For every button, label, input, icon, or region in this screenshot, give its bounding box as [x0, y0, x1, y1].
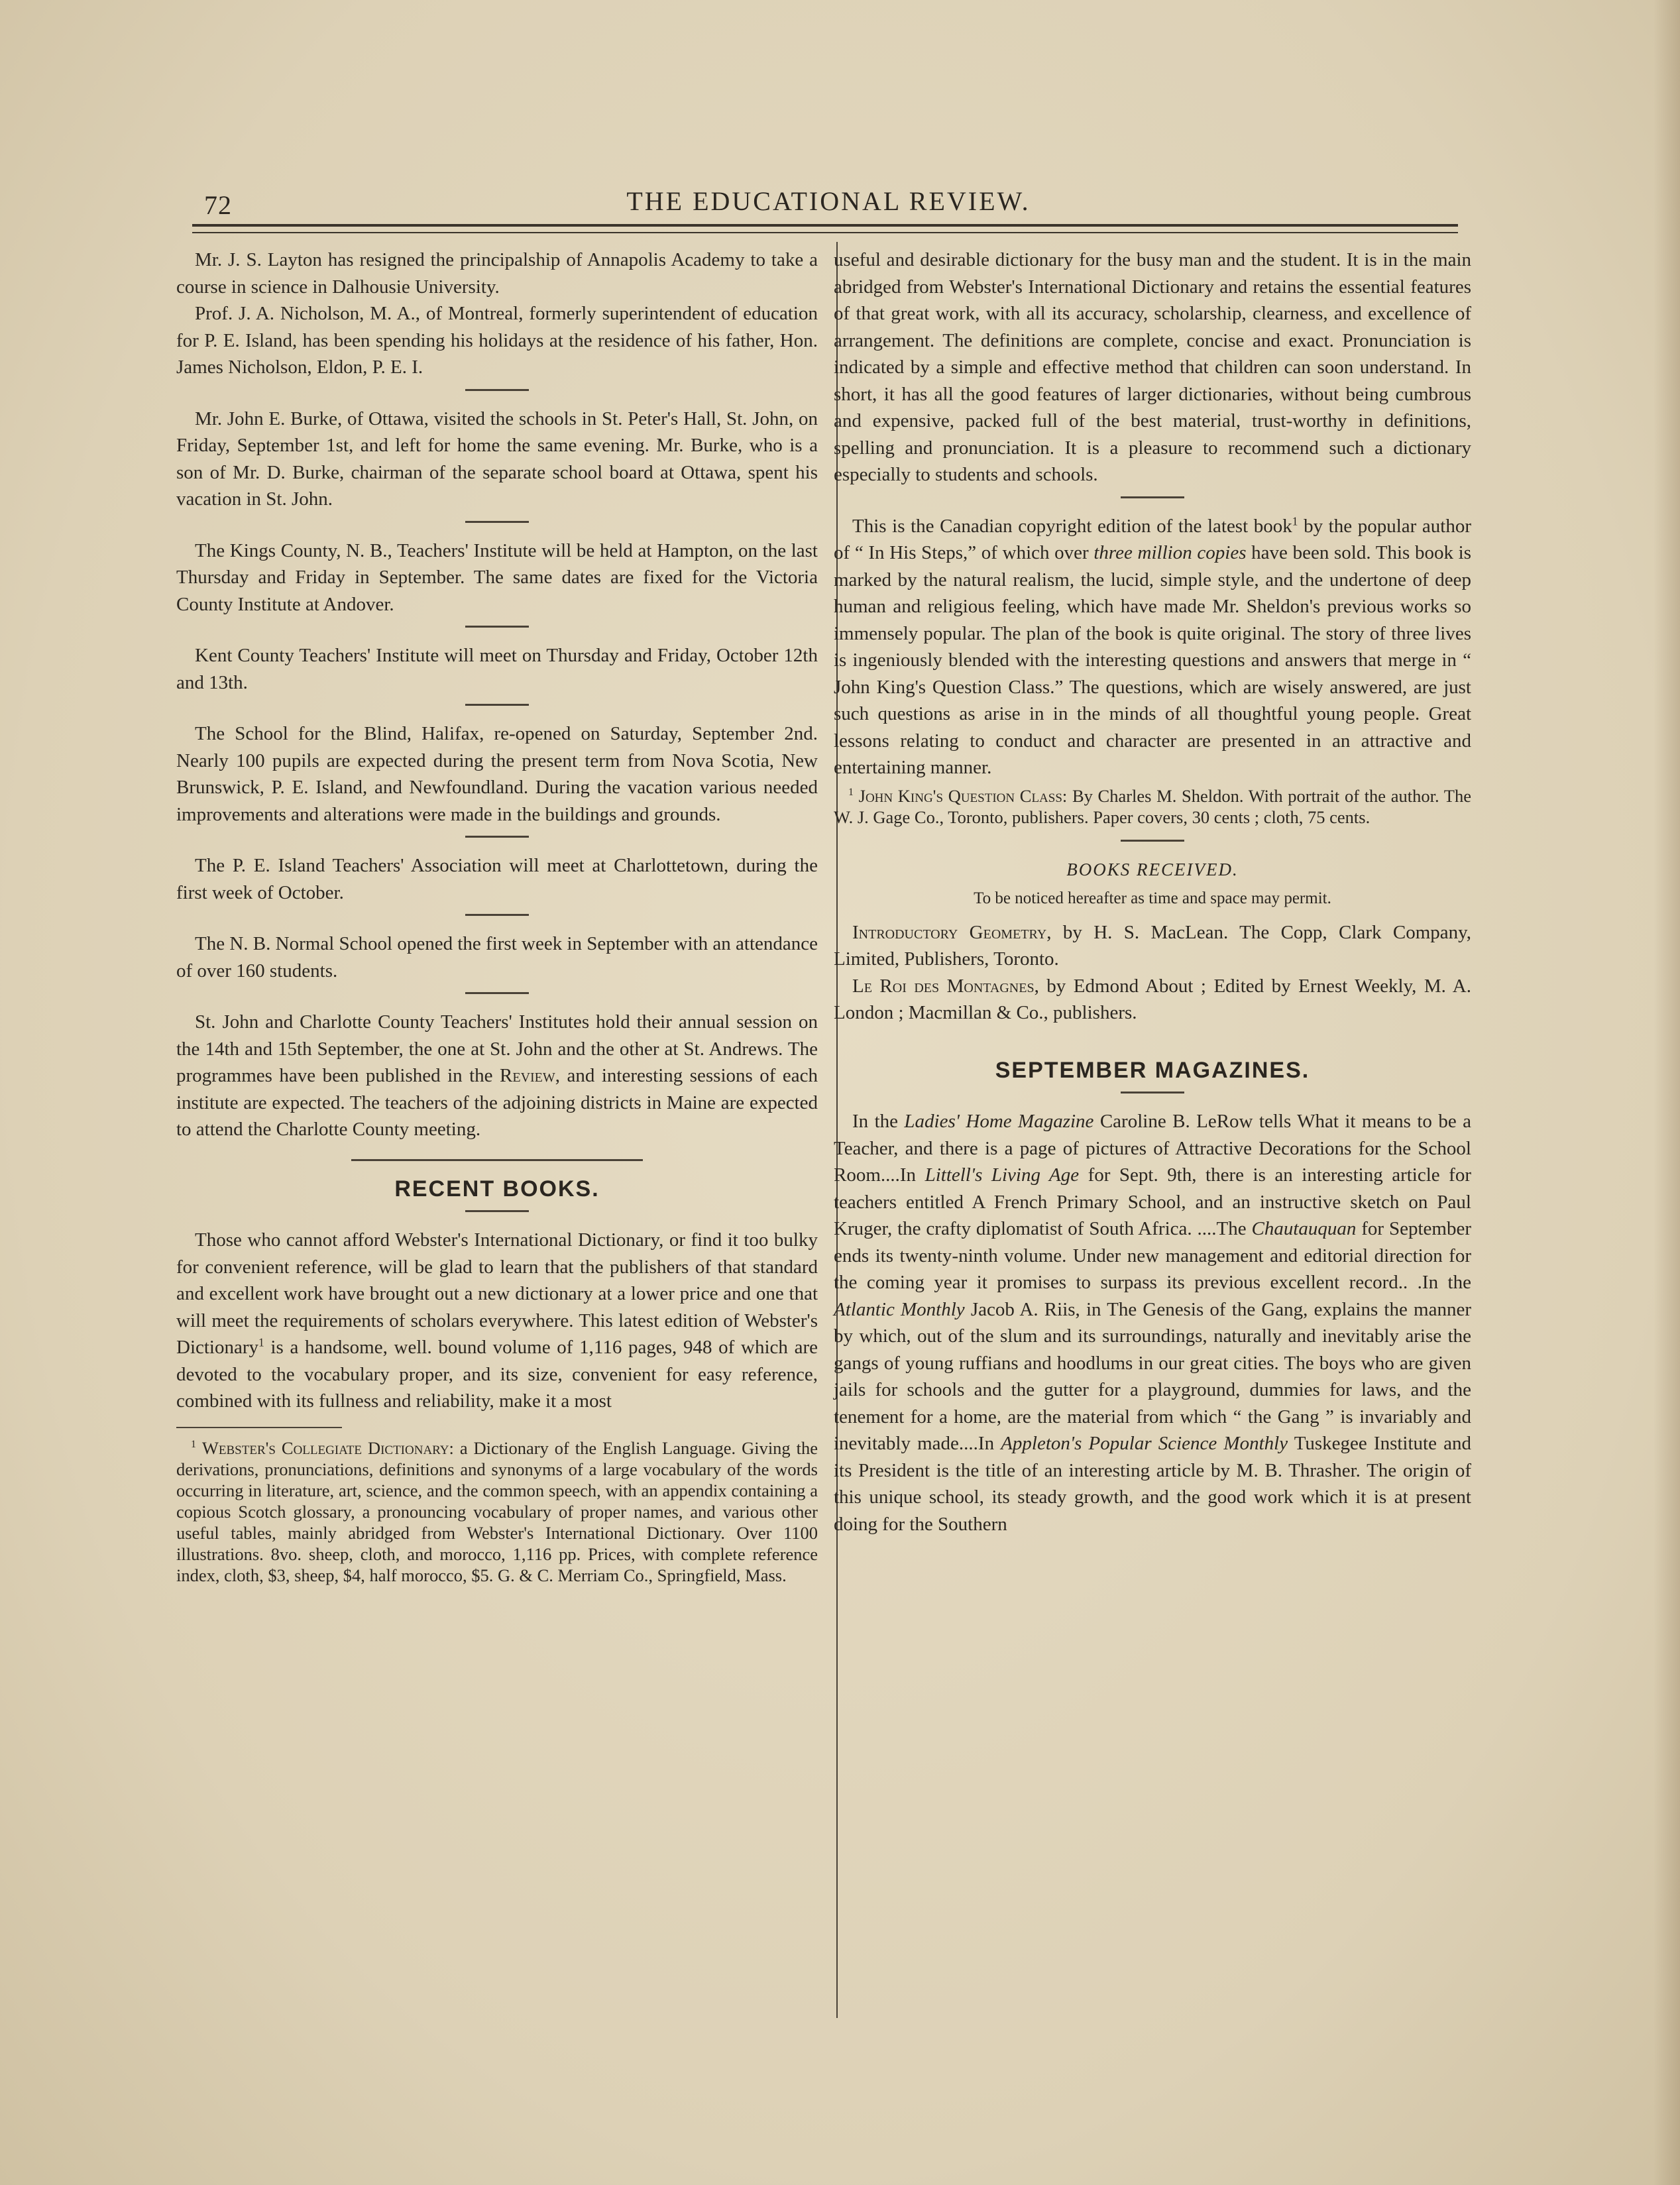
- news-item: The P. E. Island Teachers' Association will meet at Charlottetown, during the first week of October.: [176, 855, 818, 903]
- news-item: Mr. J. S. Layton has resigned the principalship of Annapolis Academy to take a course in science in Dalhousie University.: [176, 249, 818, 298]
- footnote-mark: 1: [848, 786, 854, 798]
- book-entry: Introductory Geometry, by H. S. MacLean. The Copp, Clark Company, Limited, Publishers, Toronto.: [834, 921, 1471, 970]
- sheldon-review: This is the Canadian copyright edition of the latest book$^1$ by the popular author of “ In His Steps,” of which over three million copies have been sold. This book is marked by the natural realism, the lucid, simple style, and the undertone of deep human and religious feeling, which have made Mr. Sheldon's previous works so immensely popular. The plan of the book is quite original. The story of three lives is ingeniously blended with the interesting questions and answers that merge in “ John King's Question Class.” The questions, which are wisely answered, are just such questions as arise in in the minds of all thoughtful young people. Great lessons relating to conduct and character are presented in an attractive and entertaining manner.: [834, 514, 1471, 778]
- news-item: Kent County Teachers' Institute will meet on Thursday and Friday, October 12th and 13th.: [176, 645, 818, 693]
- review-name: Review: [500, 1065, 555, 1086]
- news-item: The School for the Blind, Halifax, re-opened on Saturday, September 2nd. Nearly 100 pupils are expected during the present term from Nova Scotia, New Brunswick, P. E. Island, and Newfoundland. During the vacation various needed improvements and alterations were made in the buildings and grounds.: [176, 723, 818, 825]
- separator: [465, 836, 529, 838]
- separator: [1121, 496, 1184, 498]
- webster-review-continued: useful and desirable dictionary for the busy man and the student. It is in the main abridged from Webster's International Dictionary and retains the essential features of that great work, with all its accuracy, scholarship, clearness, and excellence of arrangement. The definitions are complete, concise and exact. Pronunciation is indicated by a simple and effective method that children can soon understand. In short, it has all the good features of larger dictionaries, without being cumbrous and expensive, packed full of the best material, trust-worthy in definitions, spelling and pronunciation. It is a pleasure to recommend such a dictionary especially to students and schools.: [834, 249, 1471, 485]
- page-header: [199, 178, 1458, 220]
- paper-edge-shadow: [1653, 0, 1680, 2185]
- footnote-webster: $^1$ Webster's Collegiate Dictionary: a Dictionary of the English Language. Giving the derivations, pronunciations, definitions and synonyms of a large vocabulary of the words occurring in literature, art, science, and the common speech, with an appendix containing a copious Scotch glossary, a pronouncing vocabulary of proper names, and various other useful tables, mainly abridged from Webster's International Dictionary. Over 1100 illustrations. 8vo. sheep, cloth, and morocco, 1,116 pp. Prices, with complete reference index, cloth, $3, sheep, $4, half morocco, $5. G. & C. Merriam Co., Springfield, Mass.: [176, 1437, 818, 1585]
- separator: [1121, 1092, 1184, 1093]
- running-title: THE EDUCATIONAL REVIEW.: [626, 186, 1031, 216]
- footnote-mark: 1: [258, 1335, 264, 1349]
- news-item: Mr. John E. Burke, of Ottawa, visited the schools in St. Peter's Hall, St. John, on Friday, September 1st, and left for home the same evening. Mr. Burke, who is a son of Mr. D. Burke, chairman of the separate school board at Ottawa, spent his vacation in St. John.: [176, 408, 818, 510]
- separator: [465, 626, 529, 628]
- news-item-institutes: St. John and Charlotte County Teachers' Institutes hold their annual session on the 14th and 15th September, the one at St. John and the other at St. Andrews. The programmes have been published in the Review, and interesting sessions of each institute are expected. The teachers of the adjoining districts in Maine are expected to attend the Charlotte County meeting.: [176, 1011, 818, 1140]
- news-item: The N. B. Normal School opened the first week in September with an attendance of over 160 students.: [176, 933, 818, 981]
- spacer: [834, 1027, 1471, 1053]
- header-rule-thick: [192, 224, 1458, 227]
- footnote-mark: 1: [1292, 514, 1298, 528]
- footnote-title: Webster's Collegiate Dictionary: [201, 1437, 449, 1458]
- recent-books-text: Those who cannot afford Webster's International Dictionary, or find it too bulky for convenient reference, will be glad to learn that the publishers of that standard and excellent work have brought out a new dictionary at a lower price and one that will meet the requirements of scholars everywhere. This latest edition of Webster's Dictionary$^1$ is a handsome, well. bound volume of 1,116 pages, 948 of which are devoted to the vocabulary proper, and its size, convenient for easy reference, combined with its fullness and reliability, make it a most: [176, 1229, 818, 1412]
- separator: [465, 704, 529, 706]
- left-column: [176, 247, 818, 1586]
- september-magazines-heading: SEPTEMBER MAGAZINES.: [995, 1057, 1310, 1083]
- footnote-rule: [176, 1427, 342, 1428]
- news-item: The Kings County, N. B., Teachers' Institute will be held at Hampton, on the last Thursday and Friday in September. The same dates are fixed for the Victoria County Institute at Andover.: [176, 539, 818, 615]
- news-item: Prof. J. A. Nicholson, M. A., of Montreal, formerly superintendent of education for P. E. Island, has been spending his holidays at the residence of his father, Hon. James Nicholson, Eldon, P. E. I.: [176, 303, 818, 378]
- page-number: 72: [204, 190, 232, 220]
- separator: [465, 389, 529, 391]
- book-entry: Le Roi des Montagnes, by Edmond About ; Edited by Ernest Weekly, M. A. London ; Macmillan & Co., publishers.: [834, 975, 1471, 1023]
- recent-books-heading: RECENT BOOKS.: [394, 1176, 600, 1202]
- header-rule-thin: [192, 232, 1458, 233]
- separator: [465, 992, 529, 994]
- books-received-heading: BOOKS RECEIVED.: [1066, 859, 1239, 879]
- book-title: Le Roi des Montagnes: [852, 975, 1035, 997]
- magazines-text: In the Ladies' Home Magazine Caroline B. LeRow tells What it means to be a Teacher, and there is a page of pictures of Attractive Decorations for the School Room....In Littell's Living Age for Sept. 9th, there is an interesting article for teachers entitled A French Primary School, and an instructive sketch on Paul Kruger, the crafty diplomatist of South Africa. ....The Chautauquan for September ends its twenty-ninth volume. Under new management and editorial direction for the coming year it promises to surpass its previous excellent record.. .In the Atlantic Monthly Jacob A. Riis, in The Genesis of the Gang, explains the manner by which, out of the slum and its surroundings, naturally and inevitably arise the gangs of young ruffians and hoodlums in our great cities. The boys who are given jails for schools and the gutter for a playground, dummies for laws, and the tenement for a home, are the material from which “ the Gang ” is invariably and inevitably made....In Appleton's Popular Science Monthly Tuskegee Institute and its President is the title of an interesting article by M. B. Thrasher. The origin of this unique school, its steady growth, and the good work which it is at present doing for the Southern: [834, 1111, 1471, 1535]
- separator: [465, 1210, 529, 1212]
- separator: [465, 914, 529, 916]
- books-received-note: To be noticed hereafter as time and space may permit.: [974, 889, 1331, 907]
- footnote-mark: 1: [191, 1438, 196, 1450]
- right-column: [834, 247, 1471, 1538]
- footnote-sheldon: $^1$ John King's Question Class: By Charles M. Sheldon. With portrait of the author. The W. J. Gage Co., Toronto, publishers. Paper covers, 30 cents ; cloth, 75 cents.: [834, 785, 1471, 827]
- section-rule: [351, 1159, 643, 1161]
- footnote-title: John King's Question Class: [858, 785, 1062, 806]
- separator: [465, 521, 529, 523]
- book-title: Introductory Geometry: [852, 921, 1047, 943]
- separator: [1121, 840, 1184, 842]
